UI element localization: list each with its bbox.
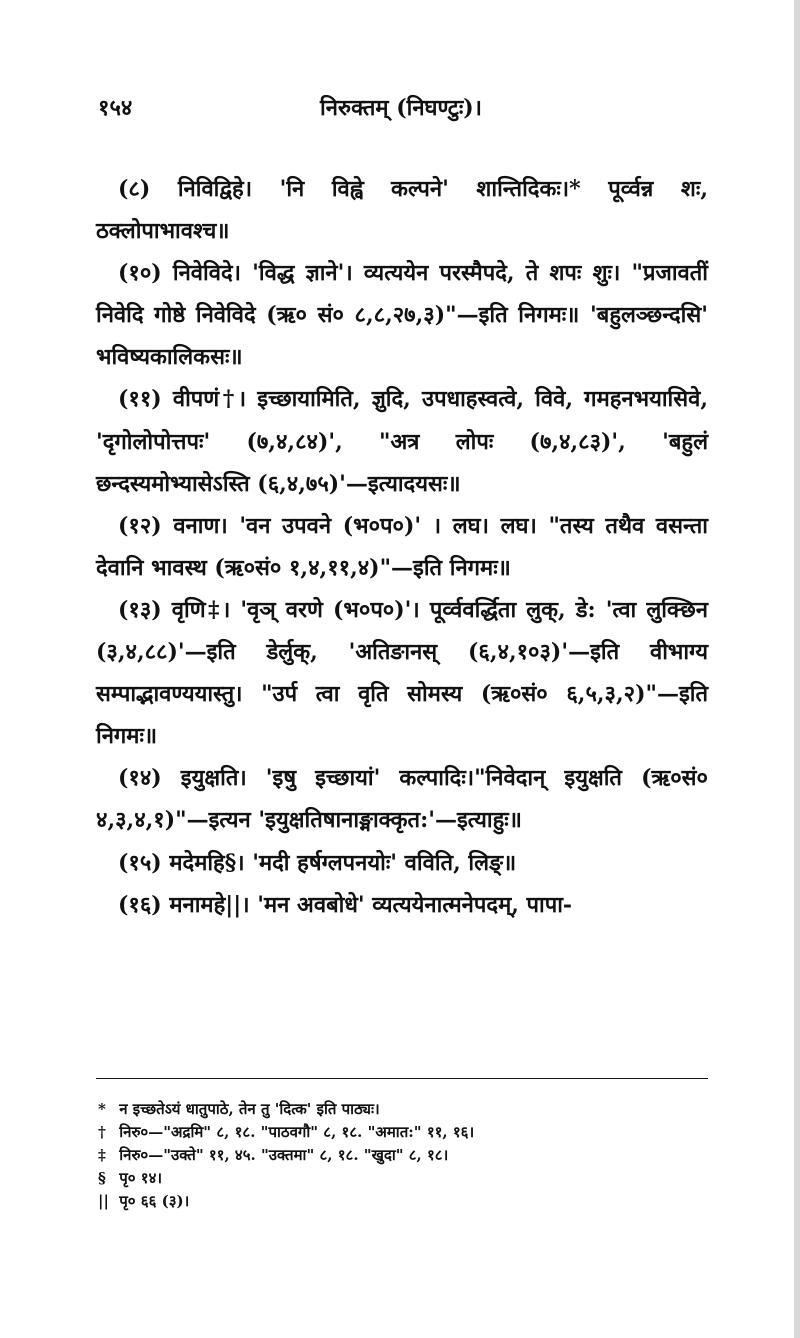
footnote bbox=[98, 1167, 708, 1190]
footnote-mark: † bbox=[98, 1123, 106, 1141]
footnote bbox=[98, 1121, 708, 1144]
paragraph: (८) निविद्विहे। 'नि विह्वे कल्पने' शान्तिदिकः।* पूर्व्वन्न शः, ठक्लोपाभावश्च॥ bbox=[96, 176, 708, 245]
footnote bbox=[98, 1098, 708, 1121]
paragraph: (१०) निवेविदे। 'विद्ध ज्ञाने'। व्यत्ययेन परस्मैपदे, ते शपः शुः। "प्रजावतीं निवेदि गोष्ठे निवेविदे (ऋ० सं० ८,८,२७,३)"—इति निगमः॥ 'बहुलञ्छन्दसि' भविष्यकालिकसः॥ bbox=[96, 260, 708, 371]
footnote-text: निरु०—"उक्ते" ११, ४५. "उक्तमा" ८, १८. "खुदा" ८, १८। bbox=[119, 1146, 449, 1164]
body-text bbox=[96, 168, 708, 926]
paragraph: (१२) वनाण। 'वन उपवने (भ०प०)' । लघ। लघ। "तस्य तथैव वसन्ता देवानि भावस्थ (ऋ०सं० १,४,११,४)"—इति निगमः॥ bbox=[96, 512, 708, 581]
footnote-mark: ‡ bbox=[98, 1146, 106, 1164]
paragraph: (१६) मनामहे||। 'मन अवबोधे' व्यत्ययेनात्मनेपदम्, पापा- bbox=[118, 891, 573, 918]
footnote-text: न इच्छतेऽयं धातुपाठे, तेन तु 'दित्क' इति पाठ्यः। bbox=[119, 1100, 380, 1118]
page-number: १५४ bbox=[98, 95, 133, 121]
footnote-mark: || bbox=[98, 1192, 109, 1210]
footnote-text: पृ० १४। bbox=[119, 1169, 163, 1187]
running-title: निरुक्तम् (निघण्टुः)। bbox=[320, 95, 483, 121]
footnote-text: पृ० ६६ (३)। bbox=[119, 1192, 190, 1210]
footnote-divider bbox=[96, 1078, 708, 1079]
paragraph: (१५) मदेमहि§। 'मदी हर्षग्लपनयोः' वविति, लिङ्॥ bbox=[118, 849, 517, 876]
running-head bbox=[0, 92, 800, 126]
footnote bbox=[98, 1144, 708, 1167]
footnotes bbox=[98, 1098, 708, 1213]
paragraph: (१३) वृणि‡। 'वृञ् वरणे (भ०प०)'। पूर्व्ववर्द्धिता लुक्, डे: 'त्वा लुक्छिन (३,४,८८)'—इति डेर्लुक्, 'अतिङानस् (६,४,१०३)'—इति वीभाग्य सम्पाद्भावण्ययास्तु। "उर्प त्वा वृति सोमस्य (ऋ०सं० ६,५,३,२)"—इति निगमः॥ bbox=[96, 596, 708, 750]
footnote bbox=[98, 1190, 708, 1213]
footnote-mark: * bbox=[98, 1100, 106, 1118]
page-edge bbox=[794, 0, 800, 1338]
footnote-mark: § bbox=[98, 1169, 106, 1187]
paragraph: (११) वीपणं†। इच्छायामिति, ज्ञुदि, उपधाहस्वत्वे, विवे, गमहनभयासिवे, 'दृगोलोपोत्तपः' (७,४,८४)', "अत्र लोपः (७,४,८३)', 'बहुलं छन्दस्यमोभ्यासेऽस्ति (६,४,७५)'—इत्यादयसः॥ bbox=[96, 386, 708, 497]
footnote-text: निरु०—"अद्रमि" ८, १८. "पाठवगौ" ८, १८. "अमात:" ११, १६। bbox=[119, 1123, 475, 1141]
paragraph: (१४) इयुक्षति। 'इषु इच्छायां' कल्पादिः।"निवेदान् इयुक्षति (ऋ०सं० ४,३,४,१)"—इत्यन 'इयुक्षतिषानाङ्माक्कृत:'—इत्याहुः॥ bbox=[96, 765, 708, 834]
